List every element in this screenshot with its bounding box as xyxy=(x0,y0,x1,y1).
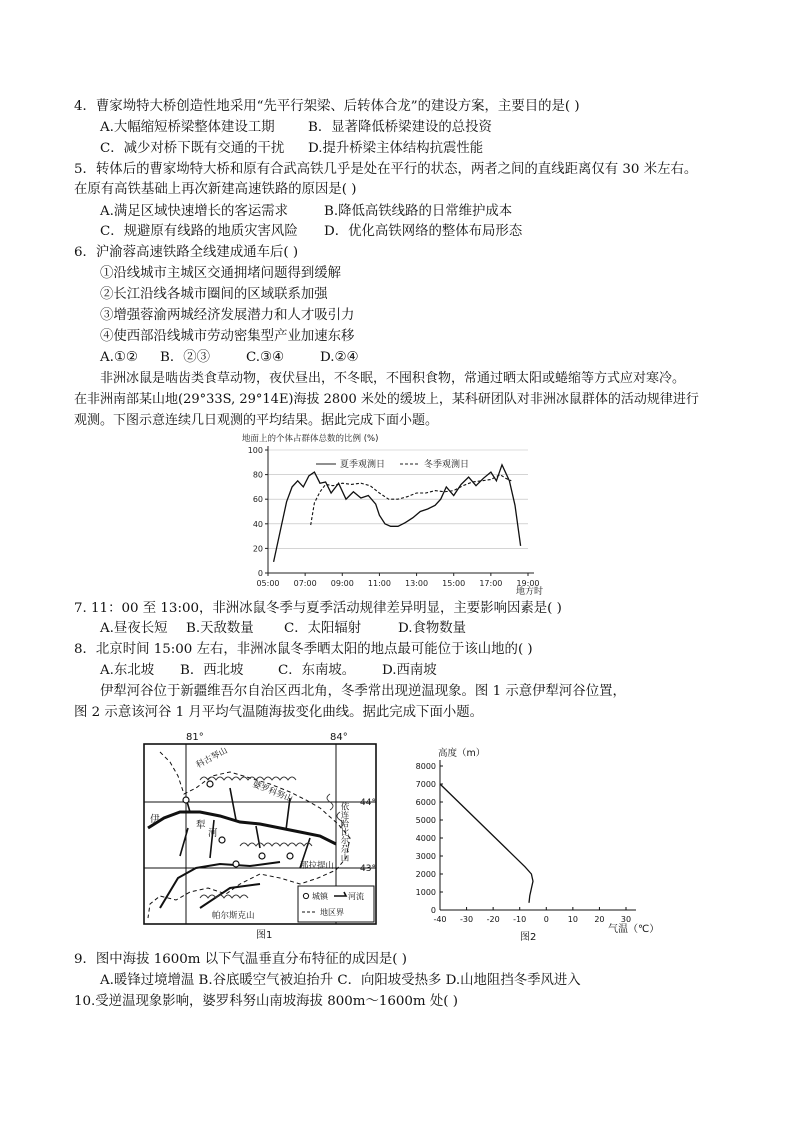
activity-chart-x-title: 地方时 xyxy=(516,587,544,597)
series-summer-line xyxy=(274,465,521,562)
activity-chart-tick-labels xyxy=(248,446,540,588)
q4-option-c: C．减少对桥下既有交通的干扰 xyxy=(100,141,285,156)
map-caption: 图1 xyxy=(256,930,273,941)
y-tick-label: 100 xyxy=(247,446,263,455)
y-tick-label: 80 xyxy=(252,470,263,480)
passage1-line2: 在非洲南部某山地(29°33S, 29°14E)海拔 2800 米处的缓坡上，某科研团队对非洲冰鼠群体的活动规律进行 xyxy=(74,392,699,407)
y-tick-label: 40 xyxy=(252,519,263,529)
legend-river-label: 河流 xyxy=(348,892,364,901)
temperature-curve xyxy=(440,784,533,903)
q5-option-d: D．优化高铁网络的整体布局形态 xyxy=(324,224,523,239)
q8-option-d: D.西南坡 xyxy=(382,663,437,678)
temp-x-tick-label: -10 xyxy=(513,915,527,924)
temp-y-tick-label: 8000 xyxy=(415,762,436,771)
q8-option-c: C．东南坡。 xyxy=(278,663,356,678)
temp-x-tick-label: 10 xyxy=(567,915,578,924)
y-tick-label: 60 xyxy=(252,495,263,505)
q9-options: A.暖锋过境增温 B.谷底暖空气被迫抬升 C．向阳坡受热多 D.山地阻挡冬季风进入 xyxy=(100,973,581,988)
legend-town-symbol xyxy=(303,893,308,898)
q6-option-d: D.②④ xyxy=(320,350,359,365)
town-marker xyxy=(219,837,225,843)
q5-stem-line1: 5．转体后的曹家坳特大桥和原有合武高铁几乎是处在平行的状态，两者之间的直线距离仅有 30 米左右。 xyxy=(74,162,698,177)
map-lon-81: 81° xyxy=(186,732,204,743)
label-yilianhabierga-mountain: 依连哈比尔尕山 xyxy=(339,802,349,862)
temp-x-tick-label: -20 xyxy=(486,915,500,924)
temp-x-tick-label: -30 xyxy=(460,915,474,924)
q5-option-a: A.满足区域快速增长的客运需求 xyxy=(100,204,289,219)
q7-stem: 7. 11：00 至 13:00，非洲冰鼠冬季与夏季活动规律差异明显，主要影响因素是( ) xyxy=(74,601,562,616)
temperature-altitude-chart xyxy=(398,742,662,946)
temp-y-tick-label: 7000 xyxy=(415,780,436,789)
x-tick-label: 07:00 xyxy=(293,579,317,588)
q6-item-3: ③增强蓉渝两城经济发展潜力和人才吸引力 xyxy=(100,308,355,323)
q4-option-d: D.提升桥梁主体结构抗震性能 xyxy=(308,141,484,156)
q4-option-b: B．显著降低桥梁建设的总投资 xyxy=(308,120,492,135)
q7-option-d: D.食物数量 xyxy=(398,621,467,636)
temp-y-tick-label: 2000 xyxy=(415,870,436,879)
label-yi: 伊 xyxy=(150,814,160,825)
q9-stem: 9．图中海拔 1600m 以下气温垂直分布特征的成因是( ) xyxy=(74,952,407,967)
activity-chart-y-title: 地面上的个体占群体总数的比例 (%) xyxy=(242,434,379,444)
temp-chart-axes xyxy=(440,760,636,910)
activity-chart-series xyxy=(274,465,521,562)
q6-stem: 6．沪渝蓉高速铁路全线建成通车后( ) xyxy=(74,245,299,260)
q6-item-2: ②长江沿线各城市圈间的区域联系加强 xyxy=(100,287,328,302)
activity-chart xyxy=(238,430,558,598)
label-poluokenu-mountain: 婆罗科努山 xyxy=(250,779,295,805)
temp-x-tick-label: -40 xyxy=(433,915,447,924)
town-marker xyxy=(183,797,189,803)
q5-stem-line2: 在原有高铁基础上再次新建高速铁路的原因是( ) xyxy=(74,182,357,197)
x-tick-label: 17:00 xyxy=(479,579,503,588)
q8-stem: 8．北京时间 15:00 左右，非洲冰鼠冬季晒太阳的地点最可能位于该山地的( ) xyxy=(74,642,533,657)
x-tick-label: 05:00 xyxy=(256,579,280,588)
y-tick-label: 0 xyxy=(257,569,263,578)
x-tick-label: 13:00 xyxy=(405,579,429,588)
label-nalati-mountain: 那拉提山 xyxy=(300,861,335,871)
temp-chart-tick-labels xyxy=(416,762,631,924)
q7-option-c: C．太阳辐射 xyxy=(284,621,362,636)
legend-summer-label: 夏季观测日 xyxy=(340,460,386,470)
passage2-line1: 伊犁河谷位于新疆维吾尔自治区西北角，冬季常出现逆温现象。图 1 示意伊犁河谷位置， xyxy=(100,684,626,699)
label-paersike-mountain: 帕尔斯克山 xyxy=(212,911,255,921)
legend-town-label: 城镇 xyxy=(312,892,328,901)
temp-chart-caption: 图2 xyxy=(520,932,537,943)
q6-option-a: A.①② xyxy=(100,350,138,365)
x-tick-label: 11:00 xyxy=(367,579,391,588)
town-marker xyxy=(207,781,213,787)
temp-y-tick-label: 4000 xyxy=(415,834,436,843)
passage1-line1: 非洲冰鼠是啮齿类食草动物，夜伏昼出，不冬眠，不囤积食物，常通过晒太阳或蜷缩等方式应对寒冷。 xyxy=(100,371,686,386)
temp-chart-y-title: 高度（m） xyxy=(438,748,486,759)
temp-y-tick-label: 0 xyxy=(430,906,436,915)
q6-option-c: C.③④ xyxy=(246,350,285,365)
map-lat-44: 44° xyxy=(360,798,376,808)
temp-y-tick-label: 5000 xyxy=(415,816,436,825)
label-kegu-mountain: 科古琴山 xyxy=(194,745,230,771)
legend-winter-label: 冬季观测日 xyxy=(424,460,470,470)
q8-option-a: A.东北坡 xyxy=(100,663,155,678)
temp-x-tick-label: 0 xyxy=(543,915,549,924)
q6-item-1: ①沿线城市主城区交通拥堵问题得到缓解 xyxy=(100,266,342,281)
q10-stem: 10.受逆温现象影响，婆罗科努山南坡海拔 800m～1600m 处( ) xyxy=(74,994,458,1009)
temp-y-tick-label: 1000 xyxy=(415,888,436,897)
x-tick-label: 15:00 xyxy=(442,579,466,588)
q8-option-b: B．西北坡 xyxy=(180,663,244,678)
q6-item-4: ④使西部沿线城市劳动密集型产业加速东移 xyxy=(100,329,355,344)
legend-border-label: 地区界 xyxy=(320,908,344,917)
q6-option-b: B．②③ xyxy=(160,350,211,365)
q7-option-a: A.昼夜长短 xyxy=(100,621,168,636)
label-he: 河 xyxy=(208,828,218,839)
town-marker xyxy=(287,853,293,859)
passage1-line3: 观测。下图示意连续几日观测的平均结果。据此完成下面小题。 xyxy=(74,413,439,428)
q4-option-a: A.大幅缩短桥梁整体建设工期 xyxy=(100,120,275,135)
temp-x-tick-label: 30 xyxy=(620,915,632,924)
q5-option-c: C．规避原有线路的地质灾害风险 xyxy=(100,224,298,239)
q4-stem: 4．曹家坳特大桥创造性地采用“先平行架梁、后转体合龙”的建设方案，主要目的是( ) xyxy=(74,99,580,114)
label-li: 犁 xyxy=(196,820,206,831)
temp-chart-series xyxy=(440,784,533,903)
x-tick-label: 09:00 xyxy=(330,579,354,588)
map-lat-43: 43° xyxy=(360,864,376,874)
yili-valley-map xyxy=(140,728,382,942)
town-marker xyxy=(259,853,265,859)
y-tick-label: 20 xyxy=(252,544,263,554)
temp-chart-x-title: 气温（℃） xyxy=(608,924,660,935)
q7-option-b: B.天敌数量 xyxy=(186,621,254,636)
town-marker xyxy=(233,861,239,867)
x-tick-label: 19:00 xyxy=(516,579,540,588)
map-lon-84: 84° xyxy=(330,732,348,743)
temp-y-tick-label: 6000 xyxy=(415,798,436,807)
series-winter-line xyxy=(311,475,512,525)
temp-y-tick-label: 3000 xyxy=(415,852,436,861)
temp-x-tick-label: 20 xyxy=(594,915,605,924)
activity-chart-axes xyxy=(265,446,534,576)
passage2-line2: 图 2 示意该河谷 1 月平均气温随海拔变化曲线。据此完成下面小题。 xyxy=(74,705,484,720)
q5-option-b: B.降低高铁线路的日常维护成本 xyxy=(324,204,513,219)
